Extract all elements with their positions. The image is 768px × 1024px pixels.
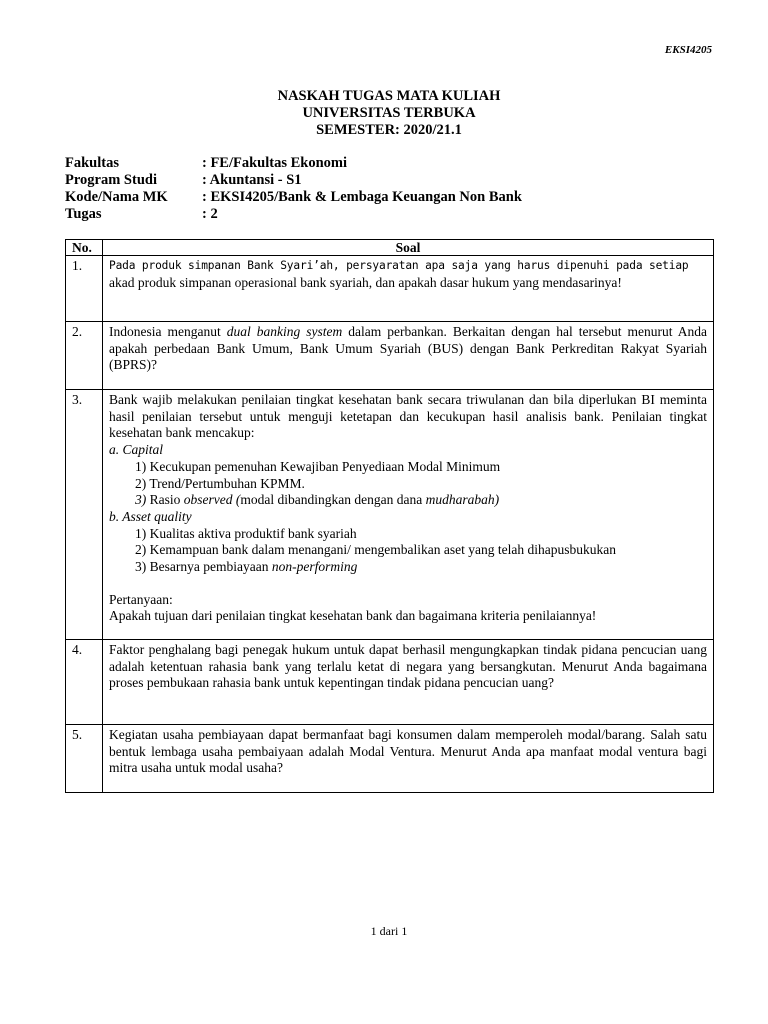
- question-line: Pada produk simpanan Bank Syari’ah, persyaratan apa saja yang harus dipenuhi pada setiap: [109, 259, 689, 272]
- question-text: [103, 256, 714, 322]
- document-title: [0, 88, 768, 139]
- question-label: Pertanyaan:: [109, 591, 173, 607]
- emphasis-text: dual banking system: [226, 324, 343, 339]
- list-item: 1) Kecukupan pemenuhan Kewajiban Penyediaan Modal Minimum: [135, 458, 501, 474]
- column-header-no: No.: [66, 240, 103, 256]
- question-prompt: Apakah tujuan dari penilaian tingkat kesehatan bank dan bagaimana kriteria penilaiannya!: [109, 608, 597, 624]
- text-run: Indonesia menganut: [109, 324, 227, 339]
- question-row-1: [66, 256, 714, 322]
- info-label: Fakultas: [65, 155, 119, 171]
- title-line-2: UNIVERSITAS TERBUKA: [302, 105, 476, 121]
- list-item: 2) Kemampuan bank dalam menangani/ mengembalikan aset yang telah dihapusbukukan: [135, 542, 616, 558]
- column-header-soal: Soal: [103, 240, 714, 256]
- text-run: modal dibandingkan dengan dana: [240, 492, 426, 508]
- question-number: 4.: [66, 640, 103, 725]
- list-number: 3): [135, 492, 147, 508]
- question-line: akad produk simpanan operasional bank syariah, dan apakah dasar hukum yang mendasarinya!: [109, 274, 622, 290]
- info-label: Program Studi: [65, 172, 157, 188]
- list-item: [109, 559, 707, 576]
- text-run: 3) Besarnya pembiayaan: [135, 559, 272, 575]
- list-label: b. Asset quality: [109, 508, 192, 524]
- info-value: : Akuntansi - S1: [202, 172, 302, 188]
- info-value: : EKSI4205/Bank & Lembaga Keuangan Non Bank: [202, 189, 522, 205]
- info-row-program-studi: [65, 172, 522, 189]
- info-value: : 2: [202, 206, 218, 222]
- question-text: [103, 322, 714, 390]
- table-header-row: [66, 240, 714, 256]
- info-row-kode-mk: [65, 189, 522, 206]
- text-run: Rasio: [146, 492, 184, 508]
- question-number: 5.: [66, 725, 103, 793]
- question-row-2: [66, 322, 714, 390]
- spacer: [109, 576, 707, 592]
- info-row-tugas: [65, 206, 522, 223]
- emphasis-text: mudharabah): [425, 492, 500, 508]
- question-row-4: [66, 640, 714, 725]
- question-text: Faktor penghalang bagi penegak hukum untuk dapat berhasil mengungkapkan tindak pidana pencucian uang adalah ketentuan rahasia bank yang terlalu ketat di negara yang bersangkutan. Menurut Anda bagaimana proses pembukaan rahasia bank untuk kepentingan tindak pidana pencucian uang?: [103, 640, 714, 725]
- page-number: 1 dari 1: [370, 924, 408, 938]
- title-line-1: NASKAH TUGAS MATA KULIAH: [277, 88, 501, 104]
- info-value: : FE/Fakultas Ekonomi: [202, 155, 348, 171]
- list-item-asset-quality: [109, 509, 707, 526]
- question-number: 1.: [66, 256, 103, 322]
- list-item-capital: [109, 442, 707, 459]
- text-run: dalam perbankan. Berkaitan dengan hal tersebut menurut Anda apakah perbedaan Bank Umum, Bank Umum Syariah (BUS) dengan Bank Perkreditan Rakyat Syariah (BPRS)?: [109, 324, 707, 373]
- list-item: 1) Kualitas aktiva produktif bank syariah: [135, 525, 357, 541]
- question-text: [103, 390, 714, 640]
- info-label: Kode/Nama MK: [65, 189, 168, 205]
- question-number: 3.: [66, 390, 103, 640]
- info-label: Tugas: [65, 206, 102, 222]
- title-line-3: SEMESTER: 2020/21.1: [316, 122, 462, 138]
- emphasis-text: observed (: [183, 492, 241, 508]
- question-intro: Bank wajib melakukan penilaian tingkat kesehatan bank secara triwulanan dan bila diperlukan BI meminta hasil penilaian tersebut untuk menguji ketetapan dan kecukupan hasil analisis bank. Penilaian tingkat kesehatan bank mencakup:: [109, 392, 707, 441]
- list-item: 2) Trend/Pertumbuhan KPMM.: [135, 475, 305, 491]
- list-item: [109, 492, 707, 509]
- info-row-fakultas: [65, 155, 522, 172]
- emphasis-text: non-performing: [271, 559, 358, 575]
- course-info: [65, 155, 522, 223]
- document-code: EKSI4205: [664, 44, 712, 56]
- question-row-5: [66, 725, 714, 793]
- question-text: Kegiatan usaha pembiayaan dapat bermanfaat bagi konsumen dalam memperoleh modal/barang. Salah satu bentuk lembaga usaha pembaiyaan adalah Modal Ventura. Menurut Anda apa manfaat modal ventura bagi mitra usaha untuk modal usaha?: [103, 725, 714, 793]
- question-row-3: [66, 390, 714, 640]
- question-number: 2.: [66, 322, 103, 390]
- questions-table: [65, 239, 714, 793]
- list-label: a. Capital: [109, 442, 164, 458]
